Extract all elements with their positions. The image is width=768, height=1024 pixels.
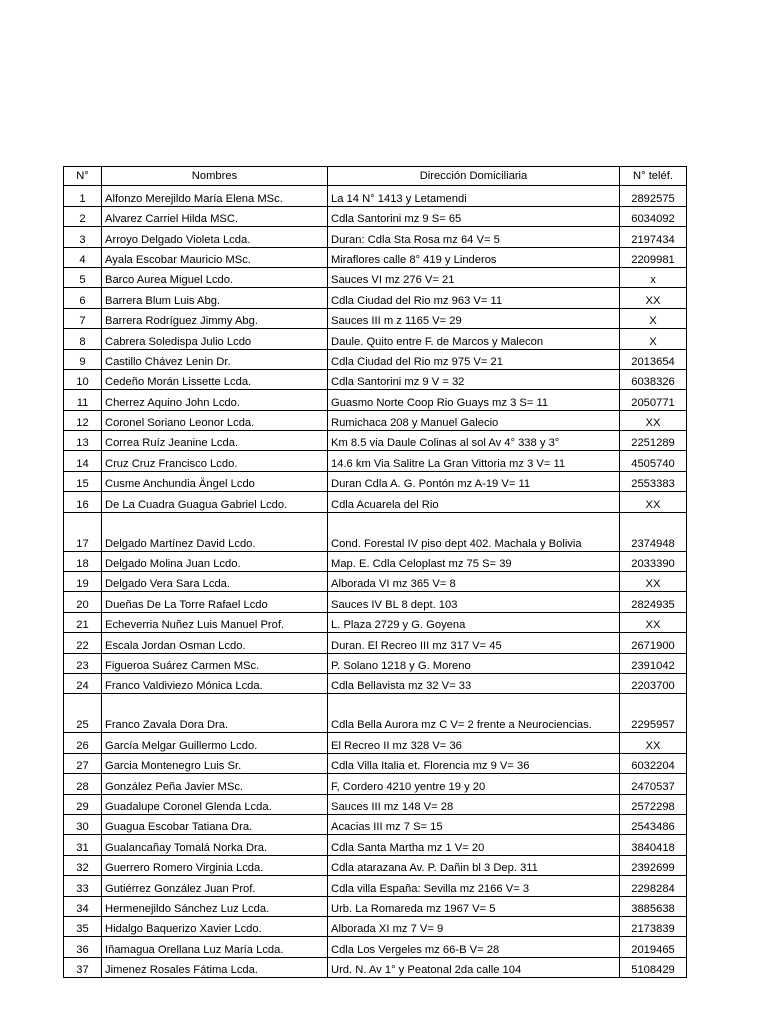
table-row: [64, 431, 687, 451]
table-row: [64, 227, 687, 247]
row-number-cell: 26: [64, 733, 102, 753]
phone-cell: 2197434: [620, 227, 687, 247]
phone-cell: XX: [620, 492, 687, 512]
row-number-cell: 27: [64, 753, 102, 773]
address-cell: Cdla Villa Italia et. Florencia mz 9 V= 36: [328, 753, 620, 773]
row-number-cell: 37: [64, 957, 102, 977]
table-row: [64, 653, 687, 673]
table-row: [64, 733, 687, 753]
address-cell: Daule. Quito entre F. de Marcos y Malecon: [328, 329, 620, 349]
row-number-cell: 1: [64, 186, 102, 206]
phone-cell: 2543486: [620, 814, 687, 834]
name-cell: Franco Zavala Dora Dra.: [102, 694, 328, 733]
address-cell: Cdla Ciudad del Rio mz 975 V= 21: [328, 349, 620, 369]
name-cell: Ayala Escobar Mauricio MSc.: [102, 247, 328, 267]
name-cell: Gualancañay Tomalá Norka Dra.: [102, 835, 328, 855]
table-row: [64, 814, 687, 834]
phone-cell: 6038326: [620, 369, 687, 389]
name-cell: Barco Aurea Miguel Lcdo.: [102, 267, 328, 287]
address-cell: Cdla Santorini mz 9 S= 65: [328, 206, 620, 226]
phone-cell: 5108429: [620, 957, 687, 977]
row-number-cell: 35: [64, 916, 102, 936]
table-row: [64, 471, 687, 491]
address-cell: 14.6 km Via Salitre La Gran Vittoria mz 3 V= 11: [328, 451, 620, 471]
name-cell: Cusme Anchundia Ängel Lcdo: [102, 471, 328, 491]
row-number-cell: 11: [64, 390, 102, 410]
table-row: [64, 390, 687, 410]
table-row: [64, 206, 687, 226]
table-row: [64, 774, 687, 794]
address-cell: Cdla Bella Aurora mz C V= 2 frente a Neurociencias.: [328, 694, 620, 733]
row-number-cell: 12: [64, 410, 102, 430]
row-number-cell: 22: [64, 633, 102, 653]
address-cell: Cdla atarazana Av. P. Dañin bl 3 Dep. 311: [328, 855, 620, 875]
table-row: [64, 308, 687, 328]
table-row: [64, 369, 687, 389]
phone-cell: 6034092: [620, 206, 687, 226]
row-number-cell: 4: [64, 247, 102, 267]
address-cell: Duran. El Recreo III mz 317 V= 45: [328, 633, 620, 653]
phone-cell: 2391042: [620, 653, 687, 673]
table-row: [64, 694, 687, 733]
address-cell: Cdla villa España: Sevilla mz 2166 V= 3: [328, 876, 620, 896]
phone-cell: 2209981: [620, 247, 687, 267]
row-number-cell: 31: [64, 835, 102, 855]
phone-cell: 2374948: [620, 512, 687, 551]
phone-cell: 2470537: [620, 774, 687, 794]
phone-cell: 2671900: [620, 633, 687, 653]
name-cell: García Melgar Guillermo Lcdo.: [102, 733, 328, 753]
address-cell: Cdla Santa Martha mz 1 V= 20: [328, 835, 620, 855]
row-number-cell: 10: [64, 369, 102, 389]
name-cell: Guagua Escobar Tatiana Dra.: [102, 814, 328, 834]
table-row: [64, 572, 687, 592]
name-cell: Delgado Vera Sara Lcda.: [102, 572, 328, 592]
address-cell: Map. E. Cdla Celoplast mz 75 S= 39: [328, 551, 620, 571]
name-cell: Garcia Montenegro Luis Sr.: [102, 753, 328, 773]
table-row: [64, 876, 687, 896]
address-cell: Urb. La Romareda mz 1967 V= 5: [328, 896, 620, 916]
table-row: [64, 247, 687, 267]
row-number-cell: 15: [64, 471, 102, 491]
row-number-cell: 19: [64, 572, 102, 592]
table-row: [64, 937, 687, 957]
table-row: [64, 410, 687, 430]
phone-cell: 2553383: [620, 471, 687, 491]
phone-cell: 2050771: [620, 390, 687, 410]
table-row: [64, 288, 687, 308]
phone-cell: x: [620, 267, 687, 287]
name-cell: Iñamagua Orellana Luz María Lcda.: [102, 937, 328, 957]
address-cell: La 14 N° 1413 y Letamendi: [328, 186, 620, 206]
row-number-cell: 9: [64, 349, 102, 369]
phone-cell: 2824935: [620, 592, 687, 612]
phone-cell: X: [620, 308, 687, 328]
table-row: [64, 267, 687, 287]
phone-cell: XX: [620, 288, 687, 308]
name-cell: Delgado Martínez David Lcdo.: [102, 512, 328, 551]
header-names: Nombres: [102, 167, 328, 186]
table-row: [64, 592, 687, 612]
name-cell: Cherrez Aquino John Lcdo.: [102, 390, 328, 410]
row-number-cell: 6: [64, 288, 102, 308]
address-cell: F, Cordero 4210 yentre 19 y 20: [328, 774, 620, 794]
address-cell: Cdla Los Vergeles mz 66-B V= 28: [328, 937, 620, 957]
address-cell: Sauces VI mz 276 V= 21: [328, 267, 620, 287]
phone-cell: 2173839: [620, 916, 687, 936]
name-cell: Correa Ruíz Jeanine Lcda.: [102, 431, 328, 451]
phone-cell: 3885638: [620, 896, 687, 916]
row-number-cell: 30: [64, 814, 102, 834]
name-cell: Hidalgo Baquerizo Xavier Lcdo.: [102, 916, 328, 936]
address-cell: Rumichaca 208 y Manuel Galecio: [328, 410, 620, 430]
address-cell: Alborada XI mz 7 V= 9: [328, 916, 620, 936]
name-cell: Cabrera Soledispa Julio Lcdo: [102, 329, 328, 349]
name-cell: Alvarez Carriel Hilda MSC.: [102, 206, 328, 226]
row-number-cell: 29: [64, 794, 102, 814]
table-row: [64, 896, 687, 916]
name-cell: Alfonzo Merejildo María Elena MSc.: [102, 186, 328, 206]
phone-cell: 2298284: [620, 876, 687, 896]
table-row: [64, 551, 687, 571]
name-cell: De La Cuadra Guagua Gabriel Lcdo.: [102, 492, 328, 512]
phone-cell: 3840418: [620, 835, 687, 855]
row-number-cell: 17: [64, 512, 102, 551]
name-cell: Gutiérrez González Juan Prof.: [102, 876, 328, 896]
address-cell: Guasmo Norte Coop Rio Guays mz 3 S= 11: [328, 390, 620, 410]
row-number-cell: 28: [64, 774, 102, 794]
phone-cell: X: [620, 329, 687, 349]
row-number-cell: 23: [64, 653, 102, 673]
name-cell: Castillo Chávez Lenin Dr.: [102, 349, 328, 369]
row-number-cell: 14: [64, 451, 102, 471]
address-cell: Sauces III m z 1165 V= 29: [328, 308, 620, 328]
row-number-cell: 25: [64, 694, 102, 733]
table-row: [64, 673, 687, 693]
row-number-cell: 18: [64, 551, 102, 571]
name-cell: Barrera Blum Luis Abg.: [102, 288, 328, 308]
address-cell: Cdla Acuarela del Rio: [328, 492, 620, 512]
phone-cell: 4505740: [620, 451, 687, 471]
name-cell: González Peña Javier MSc.: [102, 774, 328, 794]
row-number-cell: 34: [64, 896, 102, 916]
table-row: [64, 794, 687, 814]
address-cell: Cdla Ciudad del Rio mz 963 V= 11: [328, 288, 620, 308]
header-row: [64, 167, 687, 186]
table-row: [64, 492, 687, 512]
address-cell: Sauces III mz 148 V= 28: [328, 794, 620, 814]
row-number-cell: 7: [64, 308, 102, 328]
name-cell: Franco Valdiviezo Mónica Lcda.: [102, 673, 328, 693]
table-row: [64, 186, 687, 206]
table-row: [64, 835, 687, 855]
name-cell: Hermenejildo Sánchez Luz Lcda.: [102, 896, 328, 916]
address-cell: Cdla Bellavista mz 32 V= 33: [328, 673, 620, 693]
row-number-cell: 3: [64, 227, 102, 247]
phone-cell: 2203700: [620, 673, 687, 693]
address-cell: P. Solano 1218 y G. Moreno: [328, 653, 620, 673]
header-number: N°: [64, 167, 102, 186]
row-number-cell: 21: [64, 612, 102, 632]
phone-cell: 2295957: [620, 694, 687, 733]
address-cell: Alborada VI mz 365 V= 8: [328, 572, 620, 592]
name-cell: Cruz Cruz Francisco Lcdo.: [102, 451, 328, 471]
header-address: Dirección Domiciliaria: [328, 167, 620, 186]
phone-cell: 2013654: [620, 349, 687, 369]
name-cell: Escala Jordan Osman Lcdo.: [102, 633, 328, 653]
phone-cell: 2392699: [620, 855, 687, 875]
name-cell: Delgado Molina Juan Lcdo.: [102, 551, 328, 571]
phone-cell: XX: [620, 733, 687, 753]
row-number-cell: 20: [64, 592, 102, 612]
name-cell: Coronel Soriano Leonor Lcda.: [102, 410, 328, 430]
name-cell: Guadalupe Coronel Glenda Lcda.: [102, 794, 328, 814]
phone-cell: XX: [620, 612, 687, 632]
name-cell: Echeverria Nuñez Luis Manuel Prof.: [102, 612, 328, 632]
row-number-cell: 32: [64, 855, 102, 875]
phone-cell: 2019465: [620, 937, 687, 957]
address-cell: Acacias III mz 7 S= 15: [328, 814, 620, 834]
row-number-cell: 13: [64, 431, 102, 451]
row-number-cell: 33: [64, 876, 102, 896]
row-number-cell: 5: [64, 267, 102, 287]
phone-cell: 2892575: [620, 186, 687, 206]
table-row: [64, 349, 687, 369]
address-cell: Sauces IV BL 8 dept. 103: [328, 592, 620, 612]
table-row: [64, 855, 687, 875]
row-number-cell: 16: [64, 492, 102, 512]
table-row: [64, 451, 687, 471]
address-cell: Cdla Santorini mz 9 V = 32: [328, 369, 620, 389]
address-cell: El Recreo II mz 328 V= 36: [328, 733, 620, 753]
address-cell: Km 8.5 via Daule Colinas al sol Av 4° 338 y 3°: [328, 431, 620, 451]
table-row: [64, 512, 687, 551]
table-row: [64, 916, 687, 936]
address-cell: Urd. N. Av 1° y Peatonal 2da calle 104: [328, 957, 620, 977]
phone-cell: 6032204: [620, 753, 687, 773]
address-cell: Duran: Cdla Sta Rosa mz 64 V= 5: [328, 227, 620, 247]
row-number-cell: 36: [64, 937, 102, 957]
name-cell: Guerrero Romero Virginia Lcda.: [102, 855, 328, 875]
table-row: [64, 753, 687, 773]
name-cell: Arroyo Delgado Violeta Lcda.: [102, 227, 328, 247]
name-cell: Cedeño Morán Lissette Lcda.: [102, 369, 328, 389]
name-cell: Barrera Rodríguez Jimmy Abg.: [102, 308, 328, 328]
phone-cell: XX: [620, 410, 687, 430]
directory-table: [63, 166, 687, 978]
table-row: [64, 957, 687, 977]
phone-cell: 2251289: [620, 431, 687, 451]
address-cell: Duran Cdla A. G. Pontón mz A-19 V= 11: [328, 471, 620, 491]
address-cell: Miraflores calle 8° 419 y Linderos: [328, 247, 620, 267]
phone-cell: XX: [620, 572, 687, 592]
row-number-cell: 24: [64, 673, 102, 693]
table-row: [64, 612, 687, 632]
address-cell: Cond. Forestal IV piso dept 402. Machala y Bolivia: [328, 512, 620, 551]
phone-cell: 2033390: [620, 551, 687, 571]
phone-cell: 2572298: [620, 794, 687, 814]
name-cell: Dueñas De La Torre Rafael Lcdo: [102, 592, 328, 612]
header-phone: N° teléf.: [620, 167, 687, 186]
name-cell: Jimenez Rosales Fátima Lcda.: [102, 957, 328, 977]
address-cell: L. Plaza 2729 y G. Goyena: [328, 612, 620, 632]
row-number-cell: 2: [64, 206, 102, 226]
name-cell: Figueroa Suárez Carmen MSc.: [102, 653, 328, 673]
table-row: [64, 633, 687, 653]
table-row: [64, 329, 687, 349]
row-number-cell: 8: [64, 329, 102, 349]
